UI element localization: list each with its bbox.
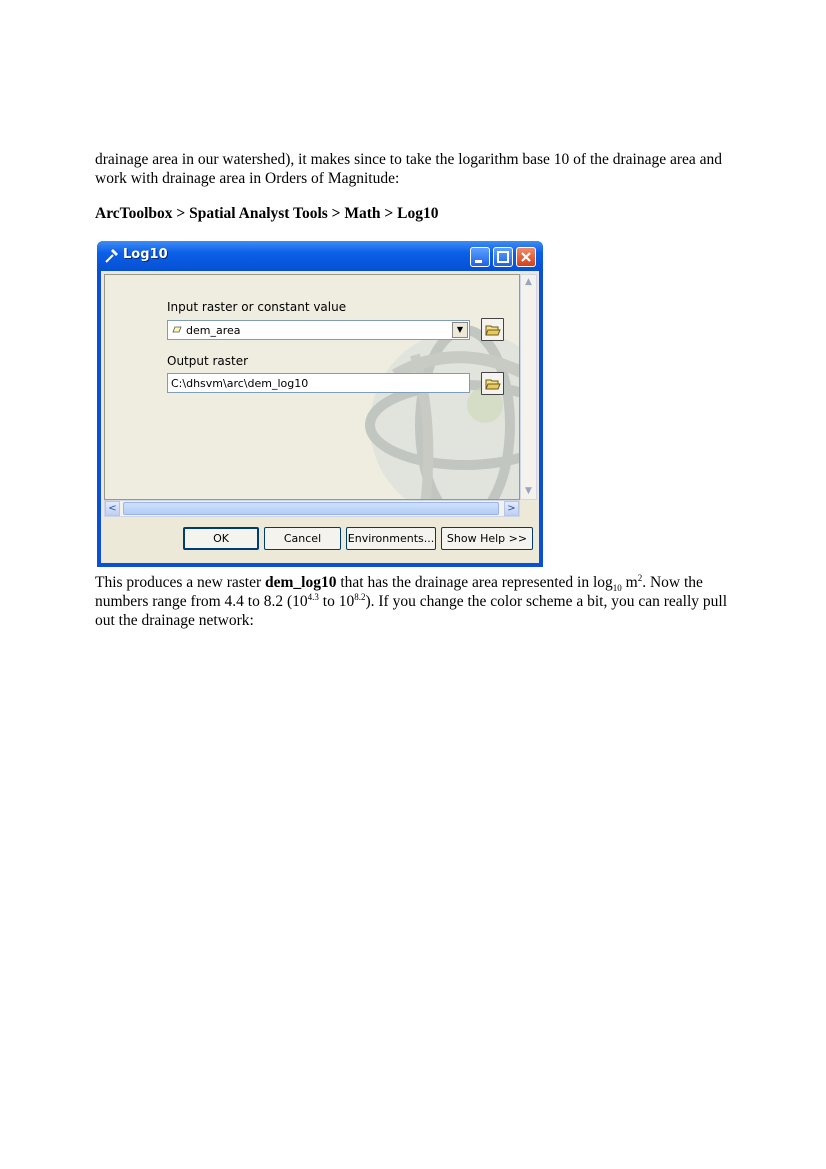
output-raster-label: Output raster [167, 354, 249, 368]
scroll-left-icon[interactable]: < [105, 501, 120, 516]
input-raster-label: Input raster or constant value [167, 300, 347, 314]
environments-button[interactable]: Environments... [346, 527, 436, 550]
dialog-titlebar[interactable] [97, 241, 543, 271]
square-superscript: 2 [637, 572, 643, 583]
result-text-2: that has the drainage area represented in log [336, 574, 613, 591]
horizontal-scrollbar[interactable] [104, 500, 520, 517]
result-text-6: ). If you change the color scheme a bit, you can really pull out the drainage network: [95, 593, 728, 629]
intro-paragraph: drainage area in our watershed), it makes since to take the logarithm base 10 of the drainage area and work with drainage area in Orders of Magnitude: [95, 151, 723, 187]
exponent-high: 8.2 [354, 591, 366, 602]
dropdown-arrow-icon[interactable]: ▼ [452, 322, 468, 338]
input-browse-button[interactable] [481, 318, 504, 341]
result-paragraph [95, 573, 735, 630]
input-raster-value: dem_area [186, 324, 241, 337]
minimize-icon [471, 248, 489, 266]
result-text-4: . Now the numbers range from 4.4 to 8.2 (10 [95, 574, 703, 610]
close-icon [517, 248, 535, 266]
cancel-button[interactable]: Cancel [264, 527, 341, 550]
log10-dialog [97, 241, 543, 567]
result-text-5: to 10 [318, 593, 355, 610]
scroll-down-icon[interactable]: ▼ [525, 486, 532, 496]
horizontal-scroll-thumb[interactable] [123, 502, 499, 515]
result-text-3: m [621, 574, 638, 591]
log-subscript: 10 [612, 583, 622, 594]
open-folder-icon [485, 322, 501, 338]
vertical-scrollbar[interactable] [520, 274, 537, 500]
open-folder-icon [485, 376, 501, 392]
hammer-icon [103, 248, 119, 264]
output-raster-field[interactable] [167, 373, 470, 393]
tool-path-heading: ArcToolbox > Spatial Analyst Tools > Math > Log10 [95, 205, 439, 222]
dialog-title: Log10 [123, 247, 168, 262]
raster-layer-icon [172, 326, 182, 333]
globe-watermark-icon [355, 315, 520, 500]
output-browse-button[interactable] [481, 372, 504, 395]
ok-button[interactable]: OK [183, 527, 259, 550]
dialog-client [101, 271, 539, 563]
minimize-button[interactable] [470, 247, 490, 267]
raster-name: dem_log10 [265, 574, 337, 591]
parameters-panel [104, 274, 520, 500]
exponent-low: 4.3 [307, 591, 319, 602]
output-raster-value: C:\dhsvm\arc\dem_log10 [171, 377, 309, 390]
scroll-right-icon[interactable]: > [504, 501, 519, 516]
maximize-button[interactable] [493, 247, 513, 267]
show-help-button[interactable]: Show Help >> [441, 527, 533, 550]
close-button[interactable] [516, 247, 536, 267]
maximize-icon [494, 248, 512, 266]
scroll-up-icon[interactable]: ▲ [525, 277, 532, 287]
result-text-1: This produces a new raster [95, 574, 266, 591]
input-raster-select[interactable] [167, 320, 470, 340]
